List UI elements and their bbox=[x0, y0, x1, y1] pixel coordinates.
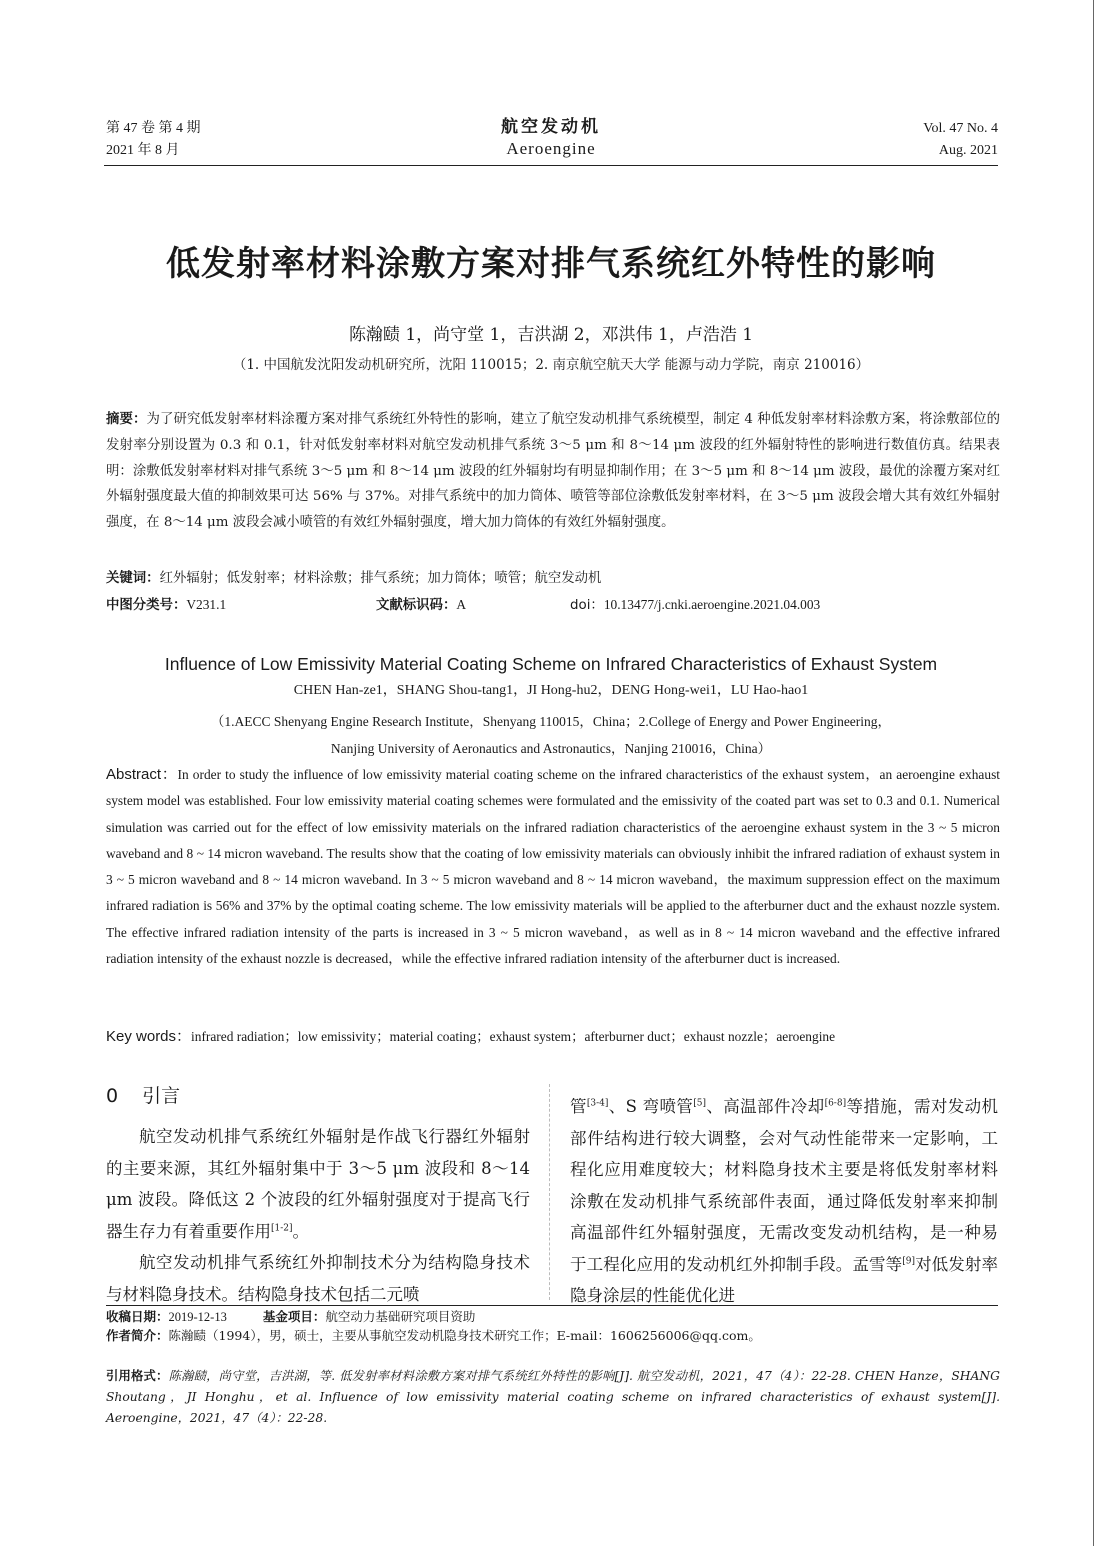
keywords-en-label: Key words： bbox=[106, 1028, 192, 1045]
page-edge-line bbox=[1093, 0, 1102, 1546]
keywords-cn-label: 关键词： bbox=[106, 571, 160, 586]
affiliation-en-line-2: Nanjing University of Aeronautics and Astronautics，Nanjing 210016，China） bbox=[330, 741, 772, 756]
body-paragraph bbox=[106, 1247, 530, 1310]
doc-value: A bbox=[456, 597, 467, 612]
body-text: 、高温部件冷却 bbox=[706, 1097, 825, 1116]
received-label: 收稿日期： bbox=[106, 1309, 169, 1324]
body-text: 管 bbox=[570, 1097, 587, 1116]
footnote-rule bbox=[106, 1305, 998, 1306]
keywords-en-text: infrared radiation；low emissivity；material coating；exhaust system；afterburner duct；exhaust nozzle；aeroengine bbox=[191, 1029, 836, 1044]
header-date-en: Aug. 2021 bbox=[938, 143, 998, 158]
doc-label: 文献标识码： bbox=[376, 598, 457, 613]
header-volume-cn: 第 47 卷 第 4 期 bbox=[106, 121, 201, 136]
section-number: 0 bbox=[106, 1085, 119, 1107]
citation-ref: [9] bbox=[902, 1256, 915, 1266]
header-rule bbox=[104, 165, 998, 166]
citation-ref: [6-8] bbox=[824, 1098, 847, 1109]
body-text: 。 bbox=[292, 1221, 310, 1241]
doi-label: doi： bbox=[570, 598, 604, 613]
body-paragraph bbox=[106, 1121, 530, 1247]
body-text: 、S 弯喷管 bbox=[608, 1097, 694, 1116]
abstract-en-label: Abstract： bbox=[106, 766, 178, 783]
affiliation-en-line-1: （1.AECC Shenyang Engine Research Institute，Shenyang 110015，China；2.College of Energy and Power Engineering， bbox=[210, 714, 892, 729]
paper-title-cn: 低发射率材料涂敷方案对排气系统红外特性的影响 bbox=[166, 244, 936, 284]
body-text: 对低发射率隐身涂层的性能优化进 bbox=[570, 1254, 999, 1305]
abstract-cn-label: 摘要： bbox=[106, 412, 147, 427]
header-date-cn: 2021 年 8 月 bbox=[106, 143, 180, 158]
clc-label: 中图分类号： bbox=[106, 598, 187, 613]
keywords-cn bbox=[106, 568, 1000, 590]
journal-name-cn: 航空发动机 bbox=[501, 117, 601, 137]
body-column-right bbox=[570, 1091, 998, 1312]
header-volume-en: Vol. 47 No. 4 bbox=[923, 121, 998, 136]
affiliation-cn: （1. 中国航发沈阳发动机研究所，沈阳 110015；2. 南京航空航天大学 能源与动力学院，南京 210016） bbox=[232, 357, 870, 373]
abstract-en-text: In order to study the influence of low emissivity material coating scheme on the infrared characteristics of the exhaust system，an aeroengine exhaust system model was established. Four low emissivity material coating schemes were formulated and the emissivity of the coated part was set to 0.3 and 0.1. Numerical simulation was carried out for the effect of low emissivity materials on the infrared radiation characteristics of the aeroengine exhaust system in the 3 ~ 5 micron waveband and 8 ~ 14 micron waveband. The results show that the coating of low emissivity materials can obviously inhibit the infrared radiation of exhaust system in 3 ~ 5 micron waveband and 8 ~ 14 micron waveband. In 3 ~ 5 micron waveband and 8 ~ 14 micron waveband，the maximum suppression effect on the maximum infrared radiation is 56% and 37% by the optimal coating scheme. The low emissivity materials will be applied to the afterburner duct and the exhaust nozzle system. The effective infrared radiation intensity of the parts is increased in 3 ~ 5 micron waveband，as well as in 8 ~ 14 micron waveband and the effective infrared radiation intensity of the exhaust nozzle is decreased，while the effective infrared radiation intensity of the afterburner duct is increased. bbox=[106, 767, 1000, 967]
authors-cn: 陈瀚赜 1，尚守堂 1，吉洪湖 2，邓洪伟 1，卢浩浩 1 bbox=[348, 325, 754, 345]
citation-format bbox=[106, 1366, 1000, 1429]
author-bio-value: 陈瀚赜（1994），男，硕士，主要从事航空发动机隐身技术研究工作；E-mail：1606256006@qq.com。 bbox=[168, 1328, 761, 1343]
clc-value: V231.1 bbox=[186, 597, 227, 612]
citation-text: 陈瀚赜，尚守堂，吉洪湖，等. 低发射率材料涂敷方案对排气系统红外特性的影响[J]. 航空发动机，2021，47（4）：22-28. CHEN Hanze，SHANG Shoutang，JI Honghu，et al. Influence of low emissivity material coating scheme on infrared characteristics of exhaust system[J]. Aeroengine，2021，47（4）：22-28. bbox=[106, 1369, 1000, 1425]
body-column-left bbox=[106, 1121, 530, 1310]
abstract-cn bbox=[106, 407, 1000, 536]
doc-code bbox=[376, 594, 466, 617]
footnote-author bbox=[106, 1326, 761, 1346]
footnote-received bbox=[106, 1307, 475, 1327]
body-paragraph bbox=[570, 1091, 998, 1312]
keywords-cn-text: 红外辐射；低发射率；材料涂敷；排气系统；加力筒体；喷管；航空发动机 bbox=[159, 571, 602, 586]
citation-ref: [1-2] bbox=[271, 1223, 293, 1233]
received-value: 2019-12-13 bbox=[168, 1310, 227, 1324]
citation-ref: [5] bbox=[693, 1098, 706, 1109]
fund-value: 航空动力基础研究项目资助 bbox=[325, 1309, 476, 1324]
keywords-en bbox=[106, 1026, 1000, 1048]
citation-label: 引用格式： bbox=[106, 1369, 169, 1383]
citation-ref: [3-4] bbox=[586, 1098, 609, 1109]
body-text: 等措施，需对发动机部件结构进行较大调整，会对气动性能带来一定影响，工程化应用难度较大；材料隐身技术主要是将低发射率材料涂敷在发动机排气系统部件表面，通过降低发射率来抑制高温部件红外辐射强度，无需改变发动机结构，是一种易于工程化应用的发动机红外抑制手段。孟雪等 bbox=[570, 1097, 999, 1274]
section-heading bbox=[106, 1082, 180, 1110]
fund-label: 基金项目： bbox=[262, 1309, 326, 1324]
paper-title-en: Influence of Low Emissivity Material Coating Scheme on Infrared Characteristics of Exhaust System bbox=[164, 654, 938, 674]
abstract-en bbox=[106, 762, 1000, 972]
journal-name-en: Aeroengine bbox=[506, 139, 596, 158]
authors-en: CHEN Han-ze1，SHANG Shou-tang1，JI Hong-hu2，DENG Hong-wei1，LU Hao-hao1 bbox=[293, 683, 809, 698]
abstract-cn-text: 为了研究低发射率材料涂覆方案对排气系统红外特性的影响，建立了航空发动机排气系统模型，制定 4 种低发射率材料涂敷方案，将涂敷部位的发射率分别设置为 0.3 和 0.1，针对低发射率材料对航空发动机排气系统 3～5 μm 和 8～14 μm 波段的红外辐射特性的影响进行数值仿真。结果表明：涂敷低发射率材料对排气系统 3～5 μm 和 8～14 μm 波段的红外辐射均有明显抑制作用；在 3～5 μm 和 8～14 μm 波段，最优的涂覆方案对红外辐射强度最大值的抑制效果可达 56% 与 37%。对排气系统中的加力筒体、喷管等部位涂敷低发射率材料，在 3～5 μm 波段会增大其有效红外辐射强度，在 8～14 μm 波段会减小喷管的有效红外辐射强度，增大加力筒体的有效红外辐射强度。 bbox=[106, 412, 1001, 531]
author-bio-label: 作者简介： bbox=[106, 1328, 169, 1343]
body-text: 航空发动机排气系统红外抑制技术分为结构隐身技术与材料隐身技术。结构隐身技术包括二元喷 bbox=[106, 1253, 530, 1304]
column-divider bbox=[549, 1084, 550, 1300]
section-title: 引言 bbox=[142, 1085, 181, 1107]
doi bbox=[570, 594, 820, 617]
doi-value: 10.13477/j.cnki.aeroengine.2021.04.003 bbox=[603, 597, 821, 612]
affiliation-en bbox=[0, 708, 1102, 762]
clc-code bbox=[106, 594, 226, 617]
header-right bbox=[923, 118, 998, 162]
body-text: 航空发动机排气系统红外辐射是作战飞行器红外辐射的主要来源，其红外辐射集中于 3～5 μm 波段和 8～14 μm 波段。降低这 2 个波段的红外辐射强度对于提高飞行器生存力有着重要作用 bbox=[106, 1127, 530, 1241]
